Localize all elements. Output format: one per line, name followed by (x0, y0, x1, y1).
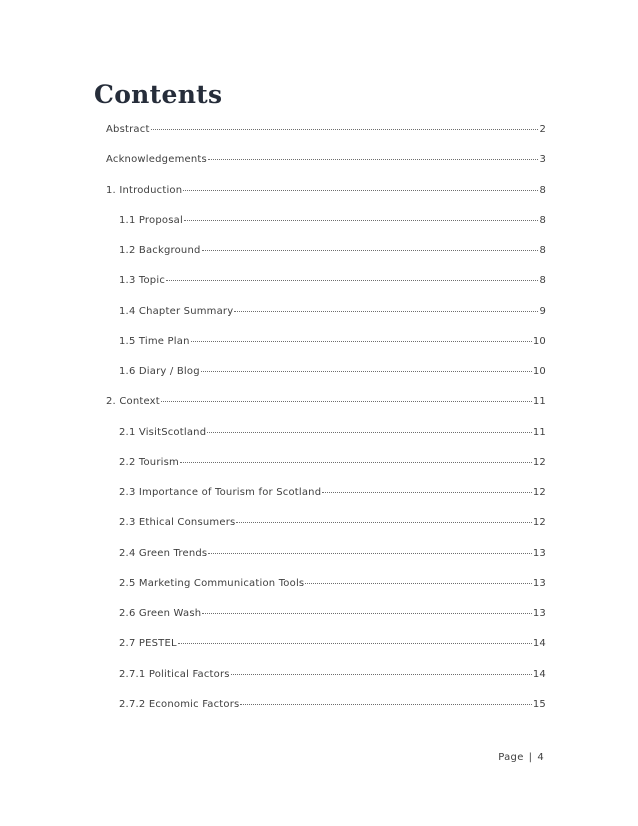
toc-entry-page-number: 15 (532, 698, 546, 710)
toc-entry-label: Acknowledgements (106, 154, 207, 166)
toc-entry[interactable] (106, 699, 546, 729)
toc-dot-leader (201, 371, 532, 372)
toc-entry[interactable] (106, 608, 546, 638)
toc-dot-leader (202, 613, 532, 614)
toc-entry-page-number: 12 (532, 517, 546, 529)
toc-dot-leader (166, 280, 538, 281)
toc-dot-leader (234, 311, 538, 312)
toc-dot-leader (240, 704, 531, 705)
toc-dot-leader (208, 159, 539, 160)
toc-entry-label: 2.3 Ethical Consumers (119, 517, 236, 529)
toc-entry-label: 1. Introduction (106, 184, 183, 196)
toc-entry-label: 2.4 Green Trends (119, 547, 208, 559)
page-title: Contents (94, 80, 223, 109)
toc-dot-leader (322, 492, 532, 493)
toc-dot-leader (202, 250, 539, 251)
toc-entry[interactable] (106, 185, 546, 215)
toc-entry-label: 2.2 Tourism (119, 456, 179, 468)
toc-entry[interactable] (106, 427, 546, 457)
toc-entry[interactable] (106, 457, 546, 487)
toc-dot-leader (305, 583, 532, 584)
toc-entry[interactable] (106, 306, 546, 336)
toc-entry[interactable] (106, 336, 546, 366)
toc-entry[interactable] (106, 124, 546, 154)
toc-entry-page-number: 11 (532, 396, 546, 408)
toc-entry-label: 1.5 Time Plan (119, 335, 190, 347)
toc-entry-label: 2.6 Green Wash (119, 608, 202, 619)
toc-entry[interactable] (106, 215, 546, 245)
toc-dot-leader (208, 553, 532, 554)
toc-entry[interactable] (106, 245, 546, 275)
toc-entry-label: 1.1 Proposal (119, 214, 183, 226)
toc-entry-label: 2.5 Marketing Communication Tools (119, 577, 305, 589)
toc-dot-leader (151, 129, 539, 130)
footer-separator: | (528, 752, 533, 763)
toc-entry[interactable] (106, 487, 546, 517)
toc-entry-label: 2.7.2 Economic Factors (119, 698, 240, 710)
toc-entry-label: Abstract (106, 124, 150, 135)
toc-entry[interactable] (106, 275, 546, 305)
toc-dot-leader (183, 190, 538, 191)
toc-entry-page-number: 3 (539, 154, 546, 166)
toc-entry-page-number: 12 (532, 456, 546, 468)
page-footer (498, 752, 544, 763)
toc-entry-page-number: 14 (532, 668, 546, 680)
toc-entry-page-number: 11 (532, 426, 546, 438)
toc-entry-page-number: 12 (532, 487, 546, 498)
toc-entry-label: 2.3 Importance of Tourism for Scotland (119, 487, 322, 498)
toc-entry-label: 2. Context (106, 396, 160, 408)
toc-entry-page-number: 10 (532, 335, 546, 347)
toc-dot-leader (191, 341, 532, 342)
toc-entry-page-number: 9 (539, 305, 546, 317)
toc-entry[interactable] (106, 517, 546, 547)
toc-dot-leader (184, 220, 539, 221)
toc-entry-page-number: 8 (539, 245, 546, 256)
toc-entry-page-number: 13 (532, 547, 546, 559)
toc-dot-leader (231, 674, 532, 675)
toc-entry-page-number: 2 (539, 124, 546, 135)
toc-entry[interactable] (106, 154, 546, 184)
toc-entry-page-number: 13 (532, 577, 546, 589)
footer-page-label: Page (498, 752, 524, 763)
table-of-contents (106, 124, 546, 729)
toc-entry-label: 2.7.1 Political Factors (119, 668, 230, 680)
toc-entry[interactable] (106, 548, 546, 578)
toc-entry[interactable] (106, 638, 546, 668)
toc-entry[interactable] (106, 669, 546, 699)
toc-entry-page-number: 8 (539, 214, 546, 226)
toc-dot-leader (178, 643, 532, 644)
toc-entry-page-number: 13 (532, 608, 546, 619)
toc-entry-label: 1.4 Chapter Summary (119, 305, 234, 317)
toc-dot-leader (180, 462, 532, 463)
toc-entry-label: 1.2 Background (119, 245, 201, 256)
toc-entry[interactable] (106, 578, 546, 608)
toc-entry-page-number: 14 (532, 638, 546, 650)
toc-entry-label: 2.1 VisitScotland (119, 426, 207, 438)
toc-entry-label: 1.3 Topic (119, 275, 166, 287)
toc-dot-leader (236, 522, 531, 523)
toc-dot-leader (207, 432, 532, 433)
toc-entry-page-number: 8 (539, 275, 546, 287)
footer-page-number: 4 (537, 752, 544, 763)
toc-entry-label: 2.7 PESTEL (119, 638, 177, 650)
toc-entry-page-number: 8 (539, 184, 546, 196)
toc-entry[interactable] (106, 396, 546, 426)
toc-entry-label: 1.6 Diary / Blog (119, 366, 200, 377)
toc-entry-page-number: 10 (532, 366, 546, 377)
toc-dot-leader (161, 401, 532, 402)
toc-entry[interactable] (106, 366, 546, 396)
